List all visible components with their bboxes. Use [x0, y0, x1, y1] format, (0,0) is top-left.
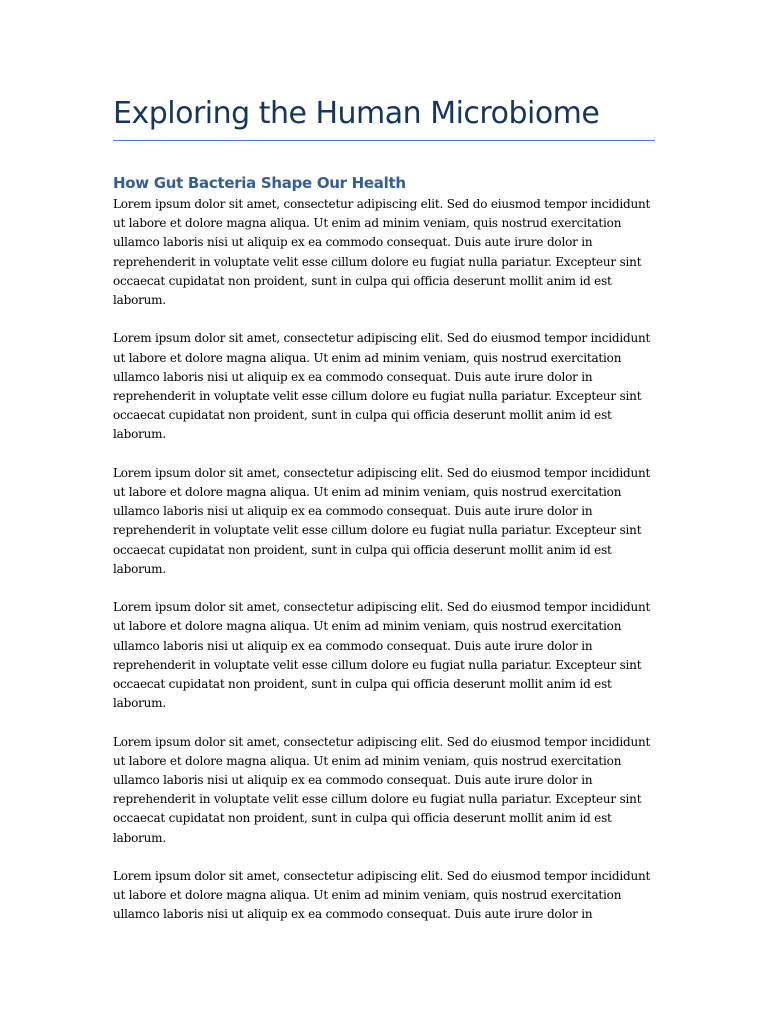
body-paragraph-5: Lorem ipsum dolor sit amet, consectetur adipiscing elit. Sed do eiusmod tempor incididunt ut labore et dolore magna aliqua. Ut enim ad minim veniam, quis nostrud exercitation ullamco laboris nisi ut aliquip ex ea commodo consequat. Duis aute irure dolor in reprehenderit in voluptate velit esse cillum dolore eu fugiat nulla pariatur. Excepteur sint occaecat cupidatat non proident, sunt in culpa qui officia deserunt mollit anim id est laborum.: [113, 734, 651, 845]
body-paragraph-1: Lorem ipsum dolor sit amet, consectetur adipiscing elit. Sed do eiusmod tempor incididunt ut labore et dolore magna aliqua. Ut enim ad minim veniam, quis nostrud exercitation ullamco laboris nisi ut aliquip ex ea commodo consequat. Duis aute irure dolor in reprehenderit in voluptate velit esse cillum dolore eu fugiat nulla pariatur. Excepteur sint occaecat cupidatat non proident, sunt in culpa qui officia deserunt mollit anim id est laborum.: [113, 197, 651, 308]
body-paragraph-3: Lorem ipsum dolor sit amet, consectetur adipiscing elit. Sed do eiusmod tempor incididunt ut labore et dolore magna aliqua. Ut enim ad minim veniam, quis nostrud exercitation ullamco laboris nisi ut aliquip ex ea commodo consequat. Duis aute irure dolor in reprehenderit in voluptate velit esse cillum dolore eu fugiat nulla pariatur. Excepteur sint occaecat cupidatat non proident, sunt in culpa qui officia deserunt mollit anim id est laborum.: [113, 465, 651, 576]
document-body: [113, 94, 655, 944]
body-paragraph-2: Lorem ipsum dolor sit amet, consectetur adipiscing elit. Sed do eiusmod tempor incididunt ut labore et dolore magna aliqua. Ut enim ad minim veniam, quis nostrud exercitation ullamco laboris nisi ut aliquip ex ea commodo consequat. Duis aute irure dolor in reprehenderit in voluptate velit esse cillum dolore eu fugiat nulla pariatur. Excepteur sint occaecat cupidatat non proident, sunt in culpa qui officia deserunt mollit anim id est laborum.: [113, 331, 651, 442]
section-heading: How Gut Bacteria Shape Our Health: [113, 174, 406, 192]
body-paragraph-6: Lorem ipsum dolor sit amet, consectetur adipiscing elit. Sed do eiusmod tempor incididunt ut labore et dolore magna aliqua. Ut enim ad minim veniam, quis nostrud exercitation ullamco laboris nisi ut aliquip ex ea commodo consequat. Duis aute irure dolor in: [113, 869, 651, 922]
document-title: Exploring the Human Microbiome: [113, 94, 655, 141]
body-paragraph-4: Lorem ipsum dolor sit amet, consectetur adipiscing elit. Sed do eiusmod tempor incididunt ut labore et dolore magna aliqua. Ut enim ad minim veniam, quis nostrud exercitation ullamco laboris nisi ut aliquip ex ea commodo consequat. Duis aute irure dolor in reprehenderit in voluptate velit esse cillum dolore eu fugiat nulla pariatur. Excepteur sint occaecat cupidatat non proident, sunt in culpa qui officia deserunt mollit anim id est laborum.: [113, 600, 651, 711]
